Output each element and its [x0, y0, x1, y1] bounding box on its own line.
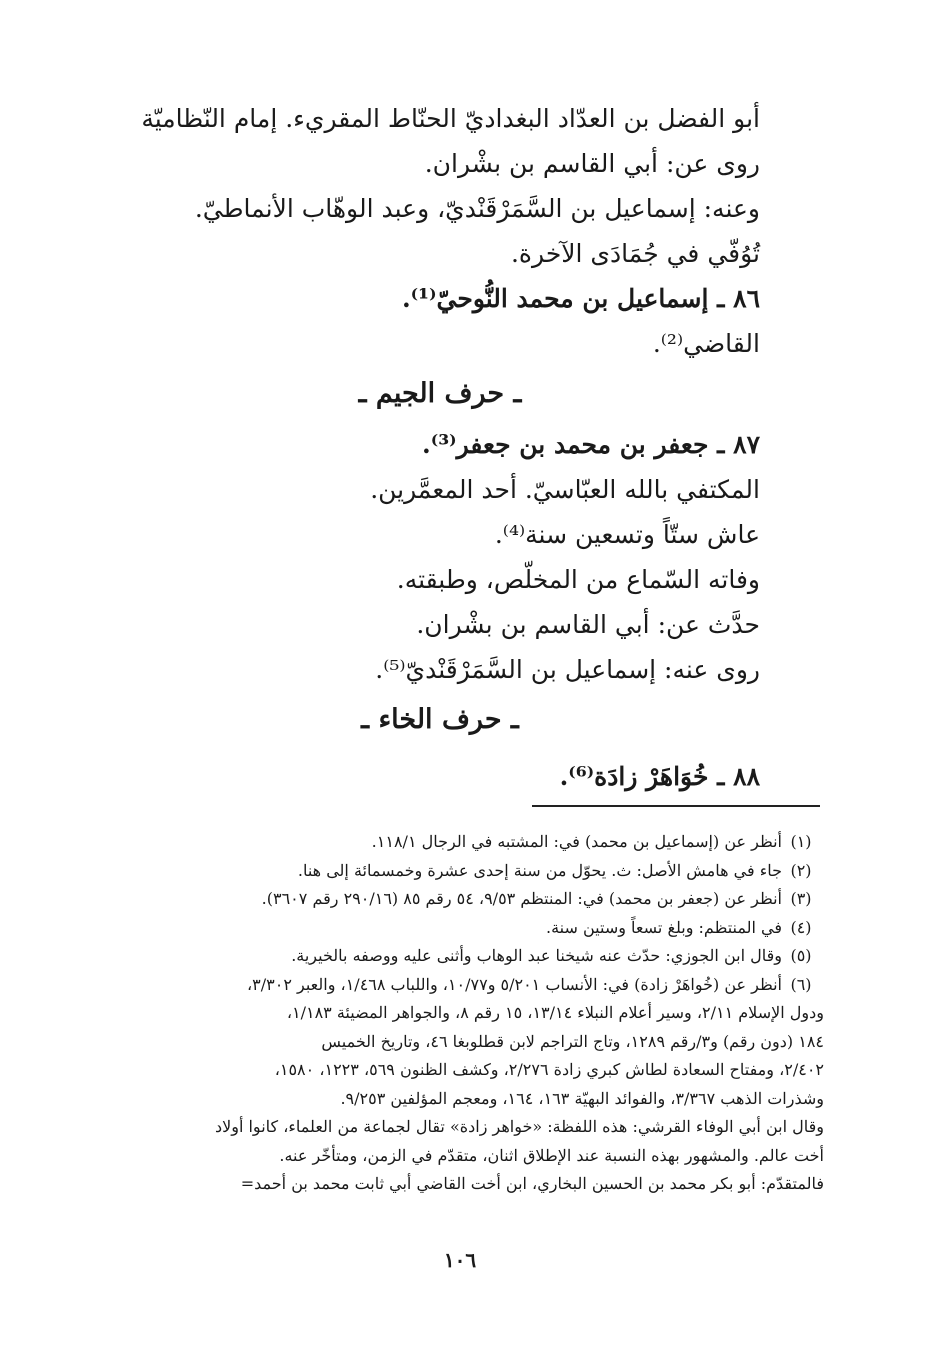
footnote	[120, 885, 820, 914]
footnote-continuation: ١٨٤ (دون رقم) و٣/رقم ١٢٨٩، وتاج التراجم لابن قطلوبغا ٤٦، وتاريخ الخميس	[321, 1031, 824, 1051]
entry-88-title: ٨٨ ـ خُوَاهَرْ زادَة⁽⁶⁾.	[559, 762, 760, 791]
text-line: حدَّث عن: أبي القاسم بن بشْران.	[416, 610, 760, 639]
footnote-number: (٦)	[790, 974, 812, 994]
footnote-text: في المنتظم: وبلغ تسعاً وستين سنة.	[546, 917, 782, 937]
footnote	[120, 914, 820, 943]
footnote-number: (٤)	[790, 917, 812, 937]
entry-87-title: ٨٧ ـ جعفر بن محمد بن جعفر⁽³⁾.	[422, 430, 760, 459]
footnote	[120, 828, 820, 857]
text-line: وفاته السّماع من المخلّص، وطبقته.	[396, 565, 760, 594]
entry-86-title: ٨٦ ـ إسماعيل بن محمد النُّوحيّ⁽¹⁾.	[401, 284, 760, 313]
text-line: تُوُفّي في جُمَادَى الآخرة.	[510, 239, 760, 268]
footnotes	[120, 828, 824, 1199]
footnote-continuation: ودول الإسلام ٢/١١، وسير أعلام النبلاء ١٣/١٤، ١٥ رقم ٨، والجواهر المضيئة ١/١٨٣،	[286, 1003, 824, 1022]
footnote-continuation: وقال ابن أبي الوفاء القرشي: هذه اللفظة: «خواهر زادة» تقال لجماعة من العلماء، كانوا أولاد	[214, 1117, 824, 1136]
text-line: عاش ستّاً وتسعين سنة⁽⁴⁾.	[494, 520, 760, 549]
footnote	[120, 857, 820, 886]
main-text	[141, 96, 760, 799]
page-number: ١٠٦	[443, 1248, 477, 1272]
text-line: روى عنه: إسماعيل بن السَّمَرْقَنْديّ⁽⁵⁾.	[375, 655, 760, 684]
text-line: المكتفي بالله العبّاسيّ. أحد المعمَّرين.	[370, 475, 760, 504]
footnote-number: (٥)	[790, 946, 812, 965]
footnote-text: أنظر عن (خُواهَرْ زادة) في: الأنساب ٥/٢٠١ و١٠/٧٧، واللباب ١/٤٦٨، والعبر ٣/٣٠٢،	[247, 974, 782, 994]
footnote-text: جاء في هامش الأصل: ث. يحوّل من سنة إحدى عشرة وخمسمائة إلى هنا.	[297, 860, 782, 880]
footnote-number: (٢)	[790, 860, 812, 880]
footnote-separator	[532, 805, 820, 807]
footnote-number: (٣)	[790, 889, 812, 908]
footnote-continuation: وشذرات الذهب ٣/٣٦٧، والفوائد البهيّة ١٦٣، ١٦٤، ومعجم المؤلفين ٩/٢٥٣.	[340, 1088, 824, 1108]
footnote	[120, 942, 820, 971]
text-line: روى عن: أبي القاسم بن بشْران.	[424, 149, 760, 178]
footnote-continuation: ٢/٤٠٢، ومفتاح السعادة لطاش كبري زادة ٢/٢٧٦، وكشف الظنون ٥٦٩، ١٢٢٣، ١٥٨٠،	[274, 1060, 824, 1079]
text-line: القاضي⁽²⁾.	[652, 329, 760, 358]
footnote-text: أنظر عن (جعفر بن محمد) في: المنتظم ٩/٥٣، ٥٤ رقم ٨٥ (٢٩٠/١٦ رقم ٣٦٠٧).	[261, 889, 782, 908]
section-heading-kha: ـ حرف الخاء ـ	[361, 704, 519, 735]
section-heading-jim: ـ حرف الجيم ـ	[358, 378, 522, 409]
text-line: أبو الفضل بن العدّاد البغداديّ الحنّاط المقريء. إمام النّظاميّة	[141, 104, 760, 133]
footnote-continuation: فالمتقدّم: أبو بكر محمد بن الحسين البخاري، ابن أخت القاضي أبي ثابت محمد بن أحمد=	[240, 1174, 824, 1193]
footnote-text: وقال ابن الجوزي: حدّث عنه شيخنا عبد الوهاب وأثنى عليه ووصفه بالخيرية.	[291, 946, 782, 965]
footnote-continuation: أخت عالم. والمشهور بهذه النسبة عند الإطلاق اثنان، متقدّم في الزمن، ومتأخّر عنه.	[279, 1145, 824, 1165]
footnote-number: (١)	[790, 832, 812, 851]
footnote-text: أنظر عن (إسماعيل بن محمد) في: المشتبه في الرجال ١١٨/١.	[371, 832, 782, 851]
text-line: وعنه: إسماعيل بن السَّمَرْقَنْديّ، وعبد الوهّاب الأنماطيّ.	[194, 194, 760, 223]
footnote	[120, 971, 820, 1000]
